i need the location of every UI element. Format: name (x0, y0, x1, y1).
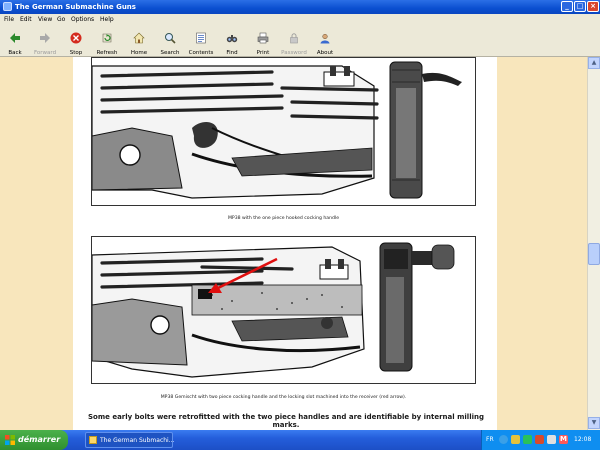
clock: 12:08 (574, 436, 592, 443)
print-button[interactable]: Print (248, 29, 278, 53)
volume-icon[interactable] (511, 435, 520, 444)
search-button[interactable]: Search (155, 29, 185, 53)
contents-button[interactable]: Contents (186, 29, 216, 53)
password-icon (288, 32, 300, 44)
search-icon (164, 32, 176, 44)
mp38-drawing (92, 58, 476, 206)
figure-mp38-gemischt-photo (91, 236, 476, 384)
window-title: The German Submachine Guns (15, 3, 136, 11)
language-indicator[interactable]: FR (486, 436, 494, 443)
menu-help[interactable]: Help (100, 16, 114, 23)
security-icon[interactable] (523, 435, 532, 444)
help-document-icon (89, 436, 97, 444)
taskbar-window-label: The German Submachi... (100, 437, 175, 444)
vertical-scrollbar[interactable] (587, 57, 600, 430)
about-icon (319, 32, 331, 44)
back-button[interactable]: Back (0, 29, 30, 53)
figure2-caption: MP38 Gemischt with two piece cocking handle and the locking slot machined into the receiver (red arrow). (160, 395, 407, 400)
start-button[interactable] (0, 430, 68, 450)
antivirus-icon[interactable] (535, 435, 544, 444)
menu-bar (0, 14, 600, 26)
scroll-thumb[interactable] (588, 243, 600, 265)
binoculars-icon (226, 32, 238, 44)
toolbar (0, 26, 600, 57)
forward-button[interactable]: Forward (30, 29, 60, 53)
contents-icon (195, 32, 207, 44)
about-button[interactable]: About (310, 29, 340, 53)
title-bar (0, 0, 600, 14)
home-icon (133, 32, 145, 44)
stop-button[interactable]: Stop (61, 29, 91, 53)
password-button[interactable]: Password (279, 29, 309, 53)
minimize-button[interactable]: _ (561, 1, 573, 12)
figure-mp38-photo (91, 57, 476, 206)
system-tray (481, 430, 600, 450)
figure1-caption: MP38 with the one piece hooked cocking handle (227, 216, 340, 221)
mail-icon[interactable]: M (560, 435, 567, 443)
menu-go[interactable]: Go (57, 16, 66, 23)
taskbar-window-button[interactable] (85, 432, 173, 448)
body-paragraph: Some early bolts were retrofitted with the two piece handles and are identifiable by internal milling marks. (88, 413, 484, 429)
start-label: démarrer (18, 435, 61, 444)
menu-view[interactable]: View (38, 16, 53, 23)
maximize-button[interactable]: □ (574, 1, 586, 12)
mp38-gemischt-drawing (92, 237, 476, 384)
messenger-icon[interactable] (547, 435, 556, 444)
network-icon[interactable] (499, 435, 508, 444)
home-button[interactable]: Home (124, 29, 154, 53)
close-button[interactable]: × (587, 1, 599, 12)
stop-icon (70, 32, 82, 44)
taskbar (0, 430, 600, 450)
app-icon (3, 2, 12, 11)
scroll-up-icon[interactable]: ▲ (588, 57, 600, 69)
refresh-button[interactable]: Refresh (92, 29, 122, 53)
menu-options[interactable]: Options (71, 16, 95, 23)
windows-flag-icon (5, 435, 15, 445)
forward-arrow-icon (39, 32, 51, 44)
back-arrow-icon (9, 32, 21, 44)
find-button[interactable]: Find (217, 29, 247, 53)
refresh-icon (101, 32, 113, 44)
menu-file[interactable]: File (4, 16, 15, 23)
menu-edit[interactable]: Edit (20, 16, 32, 23)
scroll-down-icon[interactable]: ▼ (588, 417, 600, 429)
printer-icon (257, 32, 269, 44)
